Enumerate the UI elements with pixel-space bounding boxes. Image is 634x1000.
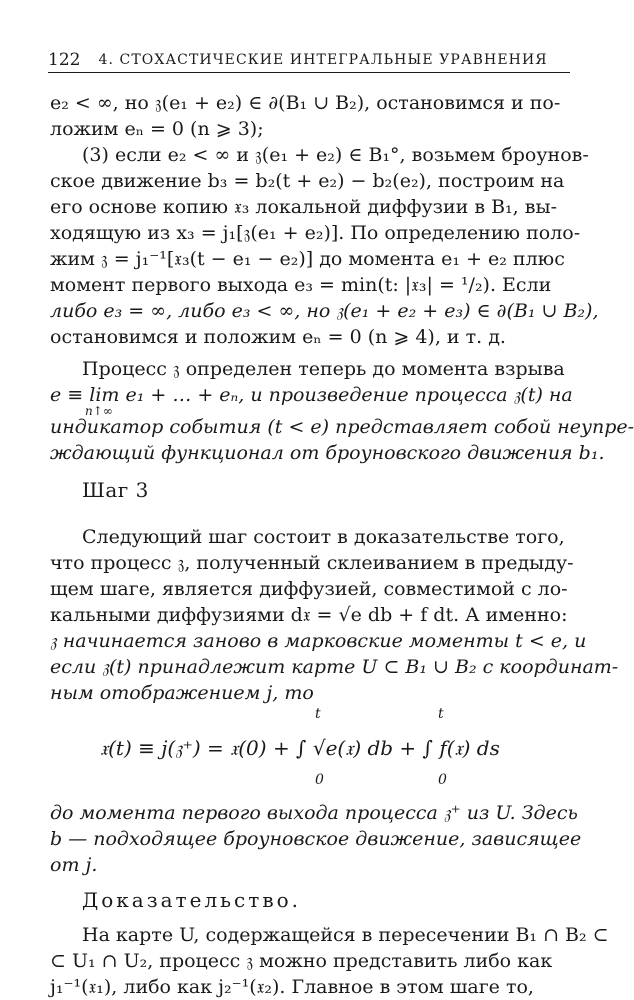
text-line: индикатор события (t < e) представляет собой неупре- [50,416,634,438]
text-line: до момента первого выхода процесса 𝔷⁺ из U. Здесь [50,802,578,824]
text-line: от j. [50,854,98,876]
text-line: ское движение b₃ = b₂(t + e₂) − b₂(e₂), построим на [50,170,565,192]
text-line: ходящую из x₃ = j₁[𝔷(e₁ + e₂)]. По определению поло- [50,222,581,244]
page-header [48,48,570,72]
integral-upper-limit: t [315,706,321,722]
display-formula [100,706,530,786]
text-line: ложим eₙ = 0 (n ⩾ 3); [50,118,264,140]
text-line: момент первого выхода e₃ = min(t: |𝔵₃| = ¹/₂). Если [50,274,552,296]
integral-upper-limit: t [438,706,444,722]
text-line: e ≡ lim e₁ + … + eₙ, и произведение процесса 𝔷(t) на [50,384,573,406]
text-line: ⊂ U₁ ∩ U₂, процесс 𝔷 можно представить либо как [50,950,553,972]
text-line: его основе копию 𝔵₃ локальной диффузии в B₁, вы- [50,196,557,218]
page-number: 122 [48,50,81,70]
running-title: 4. СТОХАСТИЧЕСКИЕ ИНТЕГРАЛЬНЫЕ УРАВНЕНИЯ [98,52,548,68]
text-line: На карте U, содержащейся в пересечении B₁ ∩ B₂ ⊂ [82,924,609,946]
text-line: Следующий шаг состоит в доказательстве того, [82,526,565,548]
text-line: щем шаге, является диффузией, совместимой с ло- [50,578,568,600]
text-line: Процесс 𝔷 определен теперь до момента взрыва [82,358,565,380]
text-line: e₂ < ∞, но 𝔷(e₁ + e₂) ∈ ∂(B₁ ∪ B₂), остановимся и по- [50,92,561,114]
text-line: b — подходящее броуновское движение, зависящее [50,828,582,850]
text-line: жим 𝔷 = j₁⁻¹[𝔵₃(t − e₁ − e₂)] до момента e₁ + e₂ плюс [50,248,565,270]
proof-heading: Доказательство. [82,888,301,912]
text-line: ждающий функционал от броуновского движения b₁. [50,442,605,464]
header-rule [48,72,570,73]
integral-lower-limit: 0 [438,772,447,788]
text-line: если 𝔷(t) принадлежит карте U ⊂ B₁ ∪ B₂ с координат- [50,656,619,678]
text-line: (3) если e₂ < ∞ и 𝔷(e₁ + e₂) ∈ B₁°, возьмем броунов- [82,144,589,166]
step-heading: Шаг 3 [82,478,149,502]
text-line: что процесс 𝔷, полученный склеиванием в предыду- [50,552,574,574]
lim-subscript: n↑∞ [85,404,113,418]
text-line: 𝔷 начинается заново в марковские моменты t < e, и [50,630,587,652]
text-line: остановимся и положим eₙ = 0 (n ⩾ 4), и т. д. [50,326,506,348]
integral-lower-limit: 0 [315,772,324,788]
text-line: j₁⁻¹(𝔵₁), либо как j₂⁻¹(𝔵₂). Главное в этом шаге то, [50,976,534,998]
text-line: либо e₃ = ∞, либо e₃ < ∞, но 𝔷(e₁ + e₂ + e₃) ∈ ∂(B₁ ∪ B₂), [50,300,599,322]
text-line: ным отображением j, то [50,682,314,704]
formula-body: 𝔵(t) ≡ j(𝔷⁺) = 𝔵(0) + ∫ √e(𝔵) db + ∫ f(𝔵) ds [100,736,500,760]
text-line: кальными диффузиями d𝔵 = √e db + f dt. А именно: [50,604,568,626]
